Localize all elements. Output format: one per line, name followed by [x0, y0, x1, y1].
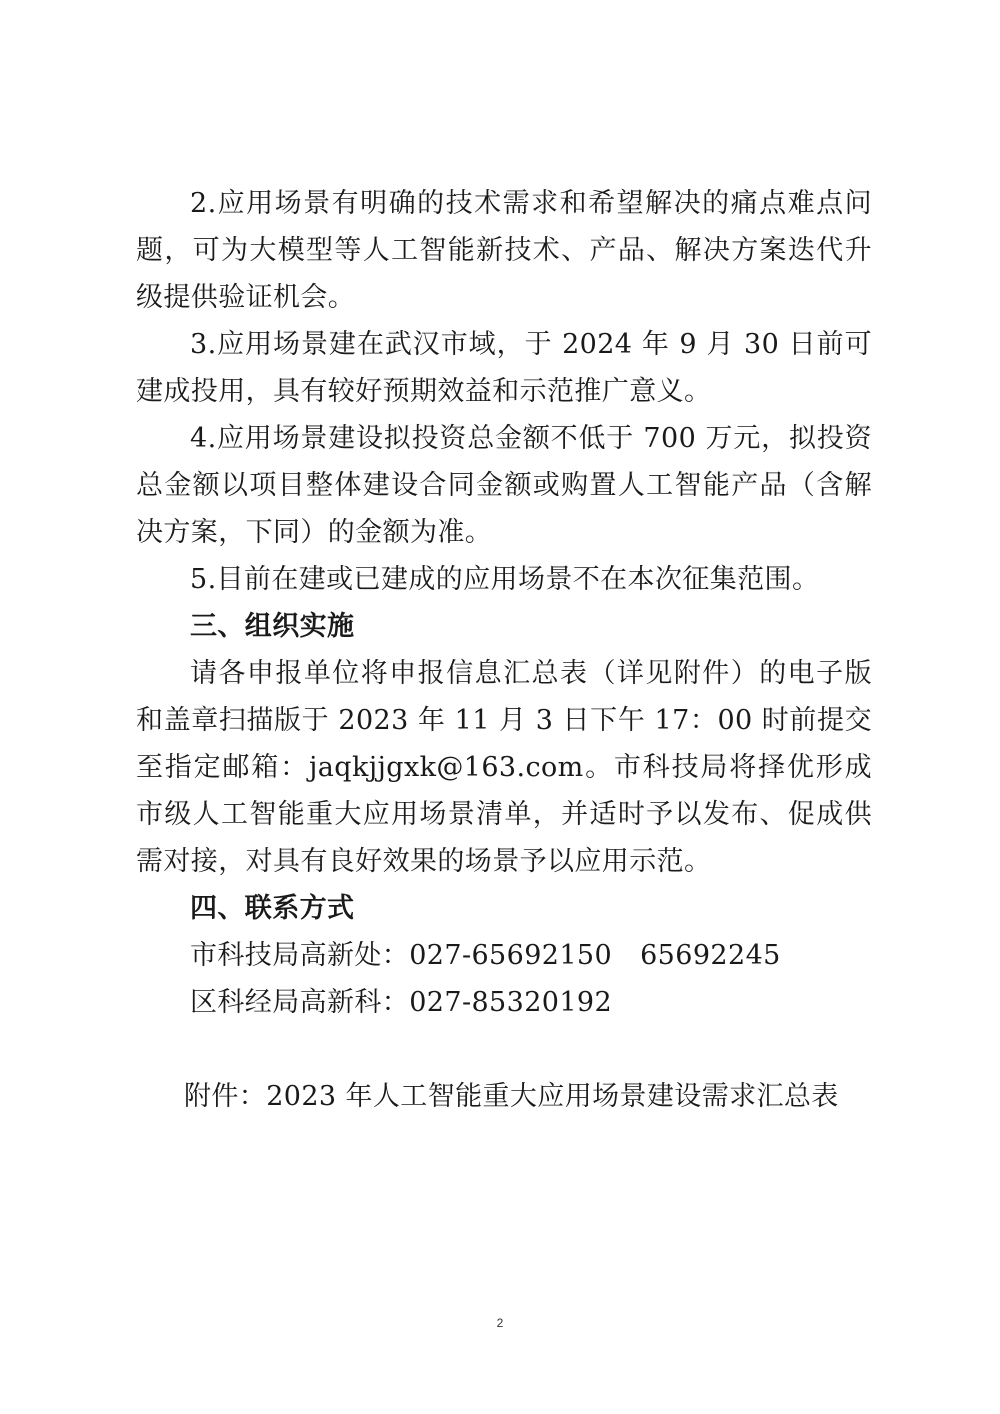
- contact-line-2: [136, 979, 872, 1026]
- blank-line: [136, 1026, 872, 1073]
- attachment-line: 附件：2023 年人工智能重大应用场景建设需求汇总表: [184, 1081, 839, 1112]
- requirement-item-3: 3.应用场景建在武汉市域，于 2024 年 9 月 30 日前可建成投用，具有较好预期效益和示范推广意义。: [136, 329, 872, 407]
- requirement-item-4: 4.应用场景建设拟投资总金额不低于 700 万元，拟投资总金额以项目整体建设合同金额或购置人工智能产品（含解决方案，下同）的金额为准。: [136, 423, 872, 548]
- contact-1-phone-2: 65692245: [640, 940, 781, 971]
- contact-2-phone: 027-85320192: [409, 987, 613, 1018]
- requirement-item-5: 5.目前在建或已建成的应用场景不在本次征集范围。: [190, 564, 820, 595]
- contact-1-label: 市科技局高新处：: [190, 940, 410, 971]
- page-number: 2: [496, 1316, 504, 1330]
- section-heading-organization: 三、组织实施: [190, 611, 355, 642]
- contact-2-label: 区科经局高新科：: [190, 987, 410, 1018]
- contact-1-phone-1: 027-65692150: [409, 940, 613, 971]
- section-heading-contact: 四、联系方式: [190, 893, 355, 924]
- document-body: [136, 180, 872, 1120]
- contact-line-1: [136, 932, 872, 979]
- organization-body: 请各申报单位将申报信息汇总表（详见附件）的电子版和盖章扫描版于 2023 年 11 月 3 日下午 17：00 时前提交至指定邮箱：jaqkjjgxk@163.com。市科技局将择优形成市级人工智能重大应用场景清单，并适时予以发布、促成供需对接，对具有良好效果的场景予以应用示范。: [136, 658, 872, 877]
- requirement-item-2: 2.应用场景有明确的技术需求和希望解决的痛点难点问题，可为大模型等人工智能新技术、产品、解决方案迭代升级提供验证机会。: [136, 188, 872, 313]
